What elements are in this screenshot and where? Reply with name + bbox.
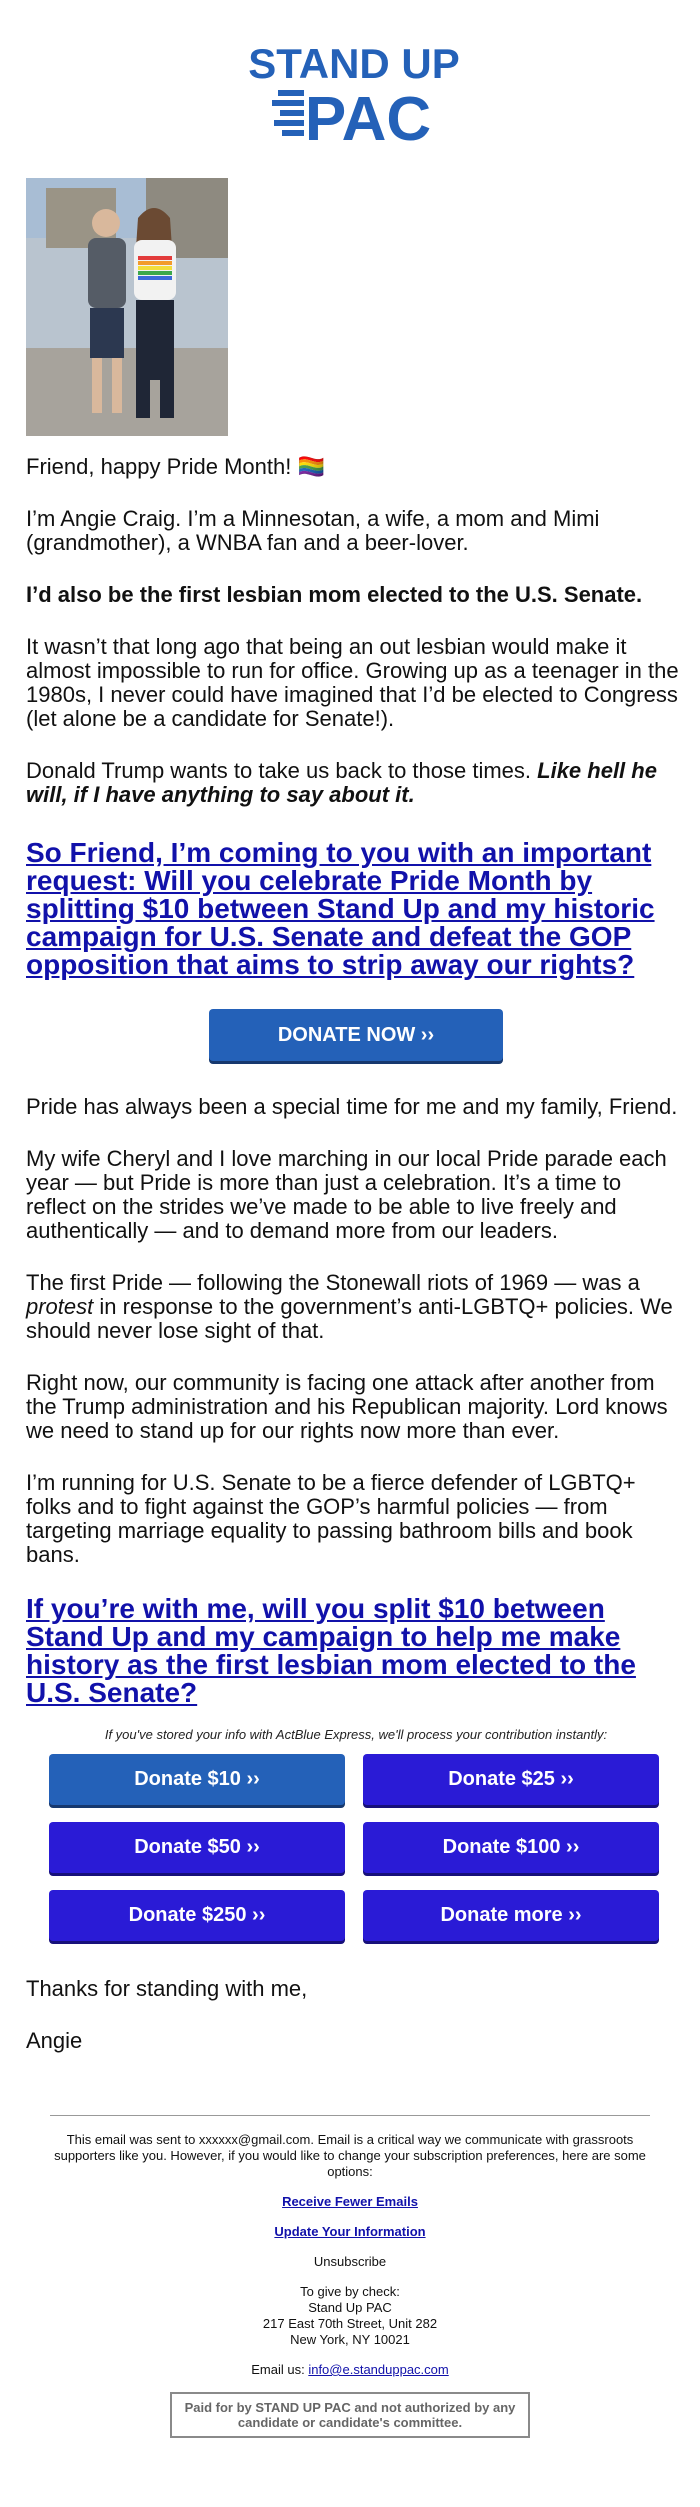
trump-paragraph bbox=[26, 759, 686, 807]
greeting: Friend, happy Pride Month! 🏳️‍🌈 bbox=[26, 454, 325, 479]
donate-10-button[interactable]: Donate $10 ›› bbox=[49, 1754, 345, 1805]
special-time-paragraph: Pride has always been a special time for me and my family, Friend. bbox=[26, 1094, 678, 1119]
email-us-line bbox=[50, 2362, 650, 2378]
actblue-note: If you've stored your info with ActBlue Express, we'll process your contribution instantly: bbox=[104, 1727, 608, 1742]
ask-link-2[interactable]: If you’re with me, will you split $10 between Stand Up and my campaign to help me make history as the first lesbian mom elected to the U.S. Senate? bbox=[26, 1593, 636, 1708]
contact-email-link[interactable]: info@e.standuppac.com bbox=[308, 2362, 449, 2377]
check-label: To give by check: bbox=[300, 2284, 400, 2299]
stonewall-text-b: in response to the government’s anti-LGBTQ+ policies. We should never lose sight of that. bbox=[26, 1294, 673, 1343]
donate-50-button[interactable]: Donate $50 ›› bbox=[49, 1822, 345, 1873]
history-paragraph: It wasn’t that long ago that being an out lesbian would make it almost impossible to run for office. Growing up as a teenager in the 1980s, I never could have imagined that I’d be elected to Congress (let alone be a candidate for Senate!). bbox=[26, 634, 679, 731]
logo-top-text: STAND UP bbox=[248, 40, 460, 87]
candidate-photo bbox=[26, 178, 228, 436]
donate-now-button[interactable]: DONATE NOW ›› bbox=[209, 1009, 503, 1061]
donate-now-row bbox=[26, 1009, 686, 1061]
paid-for-disclaimer: Paid for by STAND UP PAC and not authorized by any candidate or candidate's committee. bbox=[170, 2392, 530, 2438]
ask-link-1[interactable]: So Friend, I’m coming to you with an important request: Will you celebrate Pride Month by splitting $10 between Stand Up and my historic campaign for U.S. Senate and defeat the GOP opposition that aims to strip away our rights? bbox=[26, 837, 655, 980]
org-name: Stand Up PAC bbox=[308, 2300, 392, 2315]
stonewall-paragraph bbox=[26, 1271, 686, 1343]
marching-paragraph: My wife Cheryl and I love marching in our local Pride parade each year — but Pride is more than just a celebration. It’s a time to reflect on the strides we’ve made to be able to live freely and authentically — and to demand more from our leaders. bbox=[26, 1146, 667, 1243]
signature: Angie bbox=[26, 2028, 83, 2053]
stonewall-emphasis: protest bbox=[26, 1294, 94, 1319]
sent-to-notice: This email was sent to xxxxxx@gmail.com. Email is a critical way we communicate with grassroots supporters like you. However, if you would like to change your subscription preferences, here are some options: bbox=[54, 2132, 646, 2179]
donate-100-button[interactable]: Donate $100 ›› bbox=[363, 1822, 659, 1873]
running-paragraph: I’m running for U.S. Senate to be a fierce defender of LGBTQ+ folks and to fight against the GOP’s harmful policies — from targeting marriage equality to passing bathroom bills and book bans. bbox=[26, 1470, 636, 1567]
trump-plain-text: Donald Trump wants to take us back to those times. bbox=[26, 758, 538, 783]
stand-up-pac-logo bbox=[248, 40, 460, 154]
update-information-link[interactable]: Update Your Information bbox=[274, 2224, 426, 2239]
receive-fewer-emails-link[interactable]: Receive Fewer Emails bbox=[282, 2194, 418, 2209]
logo-bottom-text: PAC bbox=[304, 85, 432, 154]
trump-emphasis-text: Like hell he will, if I have anything to say about it. bbox=[26, 758, 657, 807]
attacks-paragraph: Right now, our community is facing one attack after another from the Trump administration and his Republican majority. Lord knows we need to stand up for our rights now more than ever. bbox=[26, 1370, 668, 1443]
city-address: New York, NY 10021 bbox=[290, 2332, 410, 2347]
donate-25-button[interactable]: Donate $25 ›› bbox=[363, 1754, 659, 1805]
donate-more-button[interactable]: Donate more ›› bbox=[363, 1890, 659, 1941]
stonewall-text-a: The first Pride — following the Stonewall riots of 1969 — was a bbox=[26, 1270, 640, 1295]
intro-paragraph: I’m Angie Craig. I’m a Minnesotan, a wife, a mom and Mimi (grandmother), a WNBA fan and a beer-lover. bbox=[26, 506, 600, 555]
email-footer bbox=[50, 2115, 650, 2438]
email-label: Email us: bbox=[251, 2362, 309, 2377]
donate-button-grid bbox=[49, 1754, 659, 1941]
street-address: 217 East 70th Street, Unit 282 bbox=[262, 2316, 438, 2331]
thanks-line: Thanks for standing with me, bbox=[26, 1976, 308, 2001]
unsubscribe-link[interactable]: Unsubscribe bbox=[313, 2254, 387, 2269]
donate-250-button[interactable]: Donate $250 ›› bbox=[49, 1890, 345, 1941]
email-body bbox=[26, 455, 686, 2081]
first-lesbian-paragraph: I’d also be the first lesbian mom elected to the U.S. Senate. bbox=[26, 582, 643, 607]
